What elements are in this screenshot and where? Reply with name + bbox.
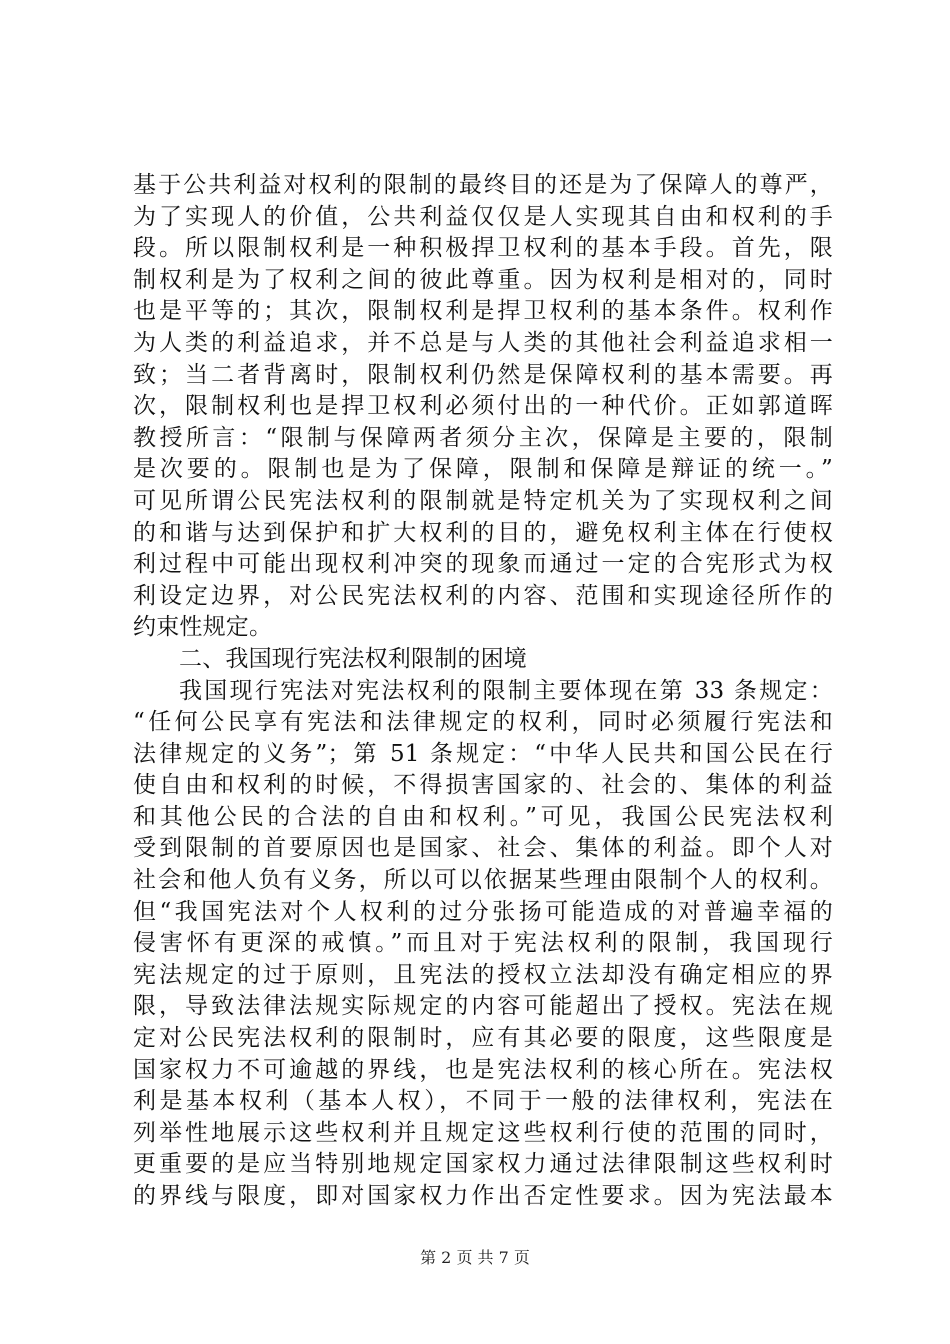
- text-line: 国家权力不可逾越的界线，也是宪法权利的核心所在。宪法权: [133, 1056, 833, 1083]
- text-line: 次，限制权利也是捍卫权利必须付出的一种代价。正如郭道晖: [133, 393, 833, 420]
- text-line: 是次要的。限制也是为了保障，限制和保障是辩证的统一。”: [133, 456, 833, 483]
- text-line: 限，导致法律法规实际规定的内容可能超出了授权。宪法在规: [133, 993, 833, 1020]
- text-line: 定对公民宪法权利的限制时，应有其必要的限度，这些限度是: [133, 1025, 833, 1052]
- text-line: 约束性规定。: [133, 614, 273, 641]
- text-line: 利过程中可能出现权利冲突的现象而通过一定的合宪形式为权: [133, 551, 833, 578]
- text-line: 也是平等的；其次，限制权利是捍卫权利的基本条件。权利作: [133, 298, 833, 325]
- text-line: 基于公共利益对权利的限制的最终目的还是为了保障人的尊严，: [133, 172, 833, 198]
- text-line: 制权利是为了权利之间的彼此尊重。因为权利是相对的，同时: [133, 266, 833, 293]
- text-line: 二、我国现行宪法权利限制的困境: [179, 645, 527, 672]
- text-line: 可见所谓公民宪法权利的限制就是特定机关为了实现权利之间: [133, 487, 833, 514]
- text-line: “任何公民享有宪法和法律规定的权利，同时必须履行宪法和: [133, 709, 833, 736]
- text-line: 为了实现人的价值，公共利益仅仅是人实现其自由和权利的手: [133, 203, 833, 230]
- text-line: 利设定边界，对公民宪法权利的内容、范围和实现途径所作的: [133, 582, 833, 609]
- text-line: 的和谐与达到保护和扩大权利的目的，避免权利主体在行使权: [133, 519, 833, 546]
- text-line: 宪法规定的过于原则，且宪法的授权立法却没有确定相应的界: [133, 961, 833, 988]
- text-line: 受到限制的首要原因也是国家、社会、集体的利益。即个人对: [133, 835, 833, 862]
- text-line: 的界线与限度，即对国家权力作出否定性要求。因为宪法最本: [133, 1183, 833, 1209]
- text-line: 教授所言：“限制与保障两者须分主次，保障是主要的，限制: [133, 424, 833, 451]
- text-line: 更重要的是应当特别地规定国家权力通过法律限制这些权利时: [133, 1151, 833, 1178]
- page-footer: [0, 1245, 950, 1268]
- text-line: 利是基本权利（基本人权），不同于一般的法律权利，宪法在: [133, 1088, 833, 1115]
- text-line: 但“我国宪法对个人权利的过分张扬可能造成的对普遍幸福的: [133, 898, 833, 925]
- page-indicator: 第 2 页 共 7 页: [420, 1248, 530, 1267]
- text-line: 段。所以限制权利是一种积极捍卫权利的基本手段。首先，限: [133, 235, 833, 262]
- text-line: 社会和他人负有义务，所以可以依据某些理由限制个人的权利。: [133, 867, 833, 894]
- text-line: 使自由和权利的时候，不得损害国家的、社会的、集体的利益: [133, 772, 833, 799]
- document-body: [133, 170, 833, 1213]
- text-line: 列举性地展示这些权利并且规定这些权利行使的范围的同时，: [133, 1119, 833, 1146]
- text-line: 法律规定的义务”；第 51 条规定：“中华人民共和国公民在行: [133, 740, 833, 767]
- text-line: 我国现行宪法对宪法权利的限制主要体现在第 33 条规定：: [179, 677, 833, 704]
- text-line: 为人类的利益追求，并不总是与人类的其他社会利益追求相一: [133, 329, 833, 356]
- text-line: 侵害怀有更深的戒慎。”而且对于宪法权利的限制，我国现行: [133, 930, 833, 957]
- text-line: 和其他公民的合法的自由和权利。”可见，我国公民宪法权利: [133, 803, 833, 830]
- text-line: 致；当二者背离时，限制权利仍然是保障权利的基本需要。再: [133, 361, 833, 388]
